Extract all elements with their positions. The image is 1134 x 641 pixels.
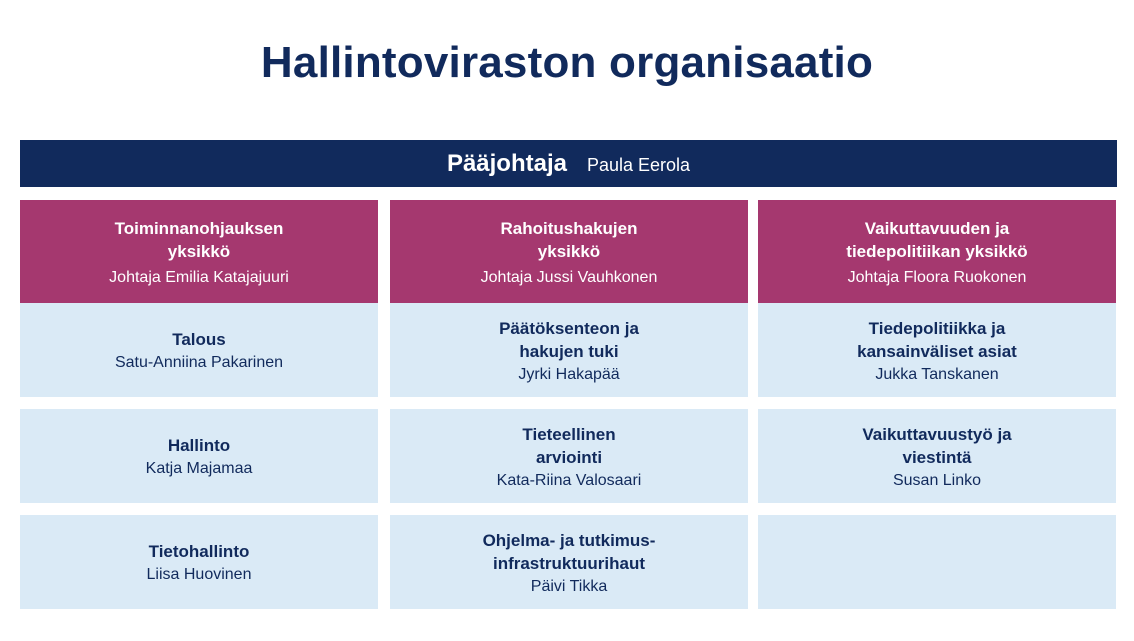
director-box (20, 140, 1117, 187)
team-lead: Jukka Tanskanen (875, 365, 999, 383)
team-lead: Päivi Tikka (530, 577, 608, 595)
unit-lead: Johtaja Floora Ruokonen (847, 268, 1027, 286)
team-box (20, 515, 378, 609)
team-name-line1: Tieteellinen (522, 424, 616, 444)
unit-name (846, 217, 1027, 263)
unit-name-line1: Vaikuttavuuden ja (864, 218, 1010, 238)
team-box (390, 303, 748, 397)
team-name-line1: Tiedepolitiikka ja (868, 318, 1006, 338)
team-lead: Satu-Anniina Pakarinen (114, 354, 284, 371)
team-lead: Katja Majamaa (145, 460, 253, 477)
team-name-line2: kansainväliset asiat (857, 341, 1017, 361)
team-name: Tietohallinto (148, 542, 250, 561)
team-name: Hallinto (167, 436, 231, 455)
team-box (20, 409, 378, 503)
team-name (483, 529, 656, 575)
team-name-line2: hakujen tuki (519, 341, 619, 361)
team-box-empty (758, 515, 1116, 609)
unit-box (758, 200, 1116, 303)
unit-name-line2: yksikkö (167, 241, 231, 261)
team-box (20, 303, 378, 397)
team-lead: Kata-Riina Valosaari (496, 471, 642, 489)
unit-name (501, 217, 638, 263)
unit-lead: Johtaja Emilia Katajajuuri (109, 268, 289, 286)
unit-name (115, 217, 284, 263)
page-title: Hallintoviraston organisaatio (260, 38, 874, 87)
team-name (499, 317, 639, 363)
director-name: Paula Eerola (586, 155, 691, 175)
team-name-line2: viestintä (902, 447, 972, 467)
team-name (522, 423, 615, 469)
team-name: Talous (172, 330, 226, 349)
team-box (758, 409, 1116, 503)
team-box (390, 409, 748, 503)
team-lead: Jyrki Hakapää (518, 365, 620, 383)
team-box (390, 515, 748, 609)
team-lead: Susan Linko (892, 471, 982, 489)
team-box (758, 303, 1116, 397)
director-role: Pääjohtaja (446, 149, 567, 177)
unit-name-line1: Rahoitushakujen (500, 218, 638, 238)
team-name (862, 423, 1011, 469)
team-name-line1: Päätöksenteon ja (499, 318, 639, 338)
unit-name-line1: Toiminnanohjauksen (114, 218, 284, 238)
column-vaikuttavuus (758, 200, 1116, 609)
unit-name-line2: tiedepolitiikan yksikkö (846, 241, 1028, 261)
unit-name-line2: yksikkö (537, 241, 601, 261)
team-lead: Liisa Huovinen (146, 566, 252, 583)
team-name (857, 317, 1017, 363)
column-rahoitushaut (390, 200, 748, 609)
team-name-line1: Ohjelma- ja tutkimus- (482, 530, 656, 550)
team-name-line2: infrastruktuurihaut (492, 553, 646, 573)
team-name-line2: arviointi (535, 447, 603, 467)
unit-box (390, 200, 748, 303)
team-name-line1: Vaikuttavuustyö ja (862, 424, 1012, 444)
unit-lead: Johtaja Jussi Vauhkonen (480, 268, 658, 286)
unit-box (20, 200, 378, 303)
column-toiminnanohjaus (20, 200, 378, 609)
